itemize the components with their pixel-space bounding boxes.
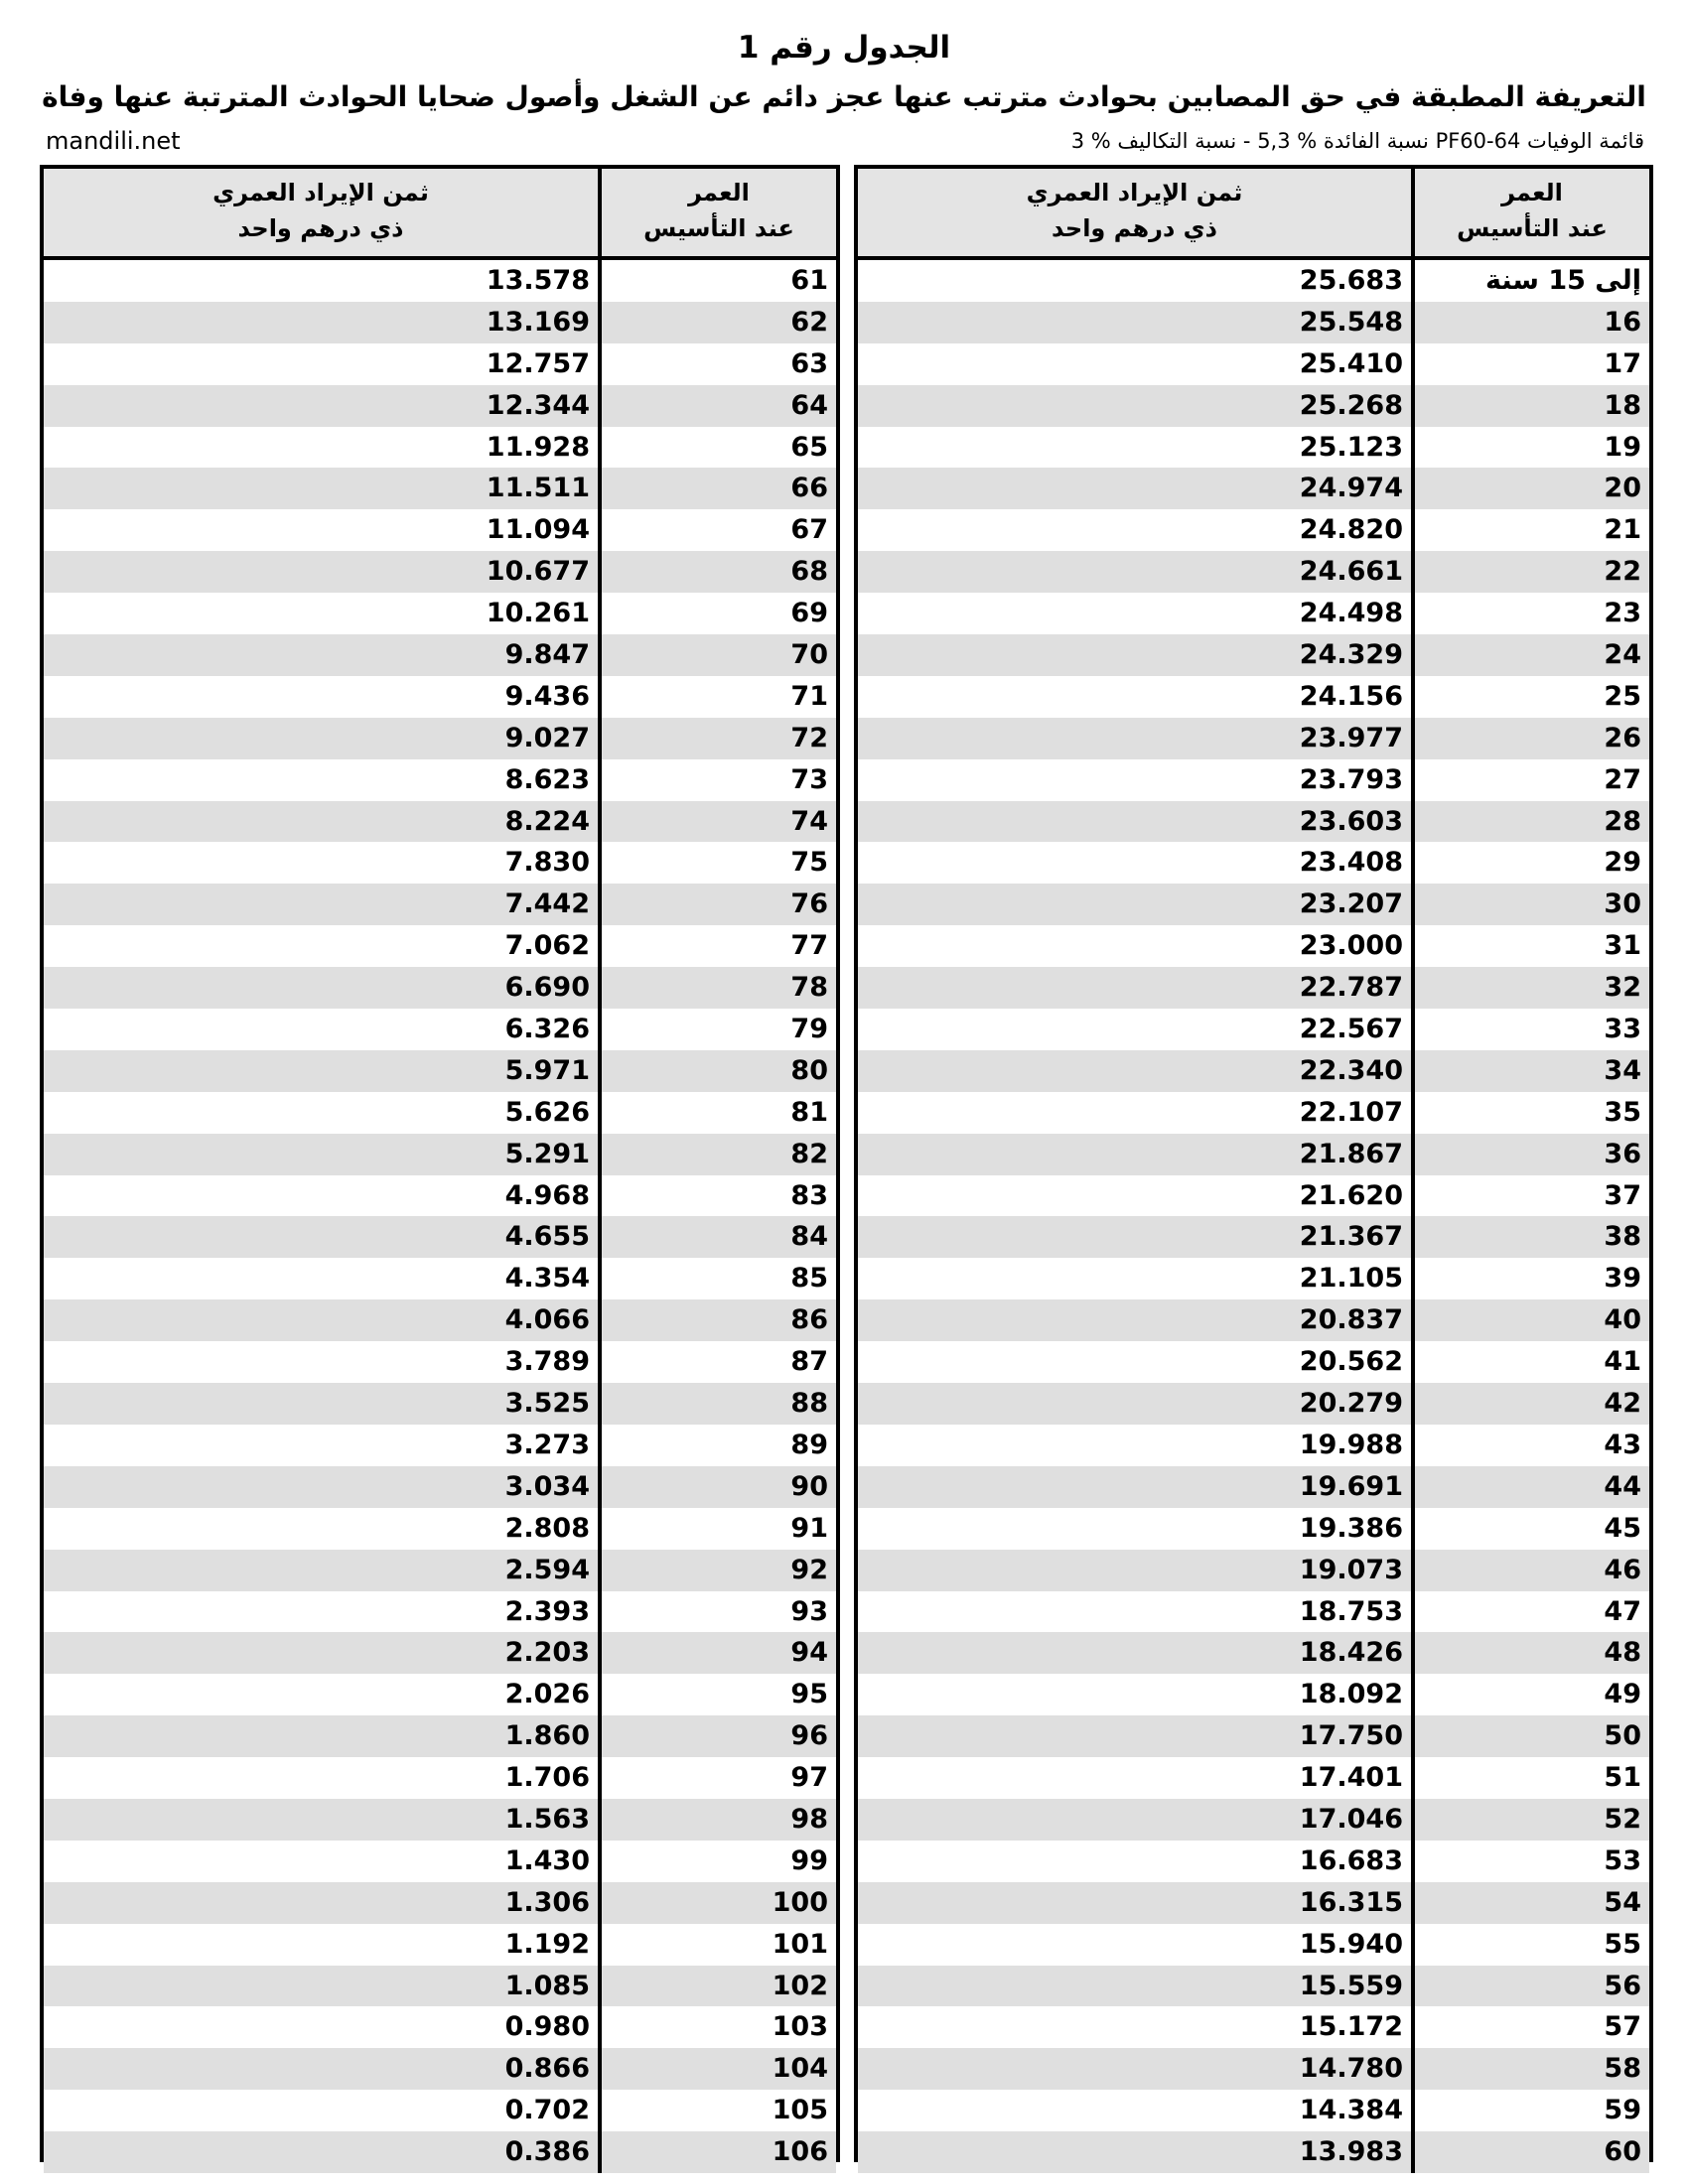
value-cell: 3.034 <box>504 1470 590 1502</box>
value-cell: 8.623 <box>504 763 590 795</box>
age-cell: 38 <box>1411 1216 1649 1258</box>
value-header-line2: ذي درهم واحد <box>237 214 404 242</box>
age-cell: 82 <box>598 1134 836 1175</box>
value-cell: 4.354 <box>504 1263 590 1295</box>
age-cell: 70 <box>598 634 836 676</box>
value-header-line1: ثمن الإيراد العمري <box>1026 179 1243 206</box>
table-header <box>44 169 836 260</box>
table-row <box>858 2048 1649 2090</box>
table-row <box>858 676 1649 718</box>
age-cell: 69 <box>598 593 836 634</box>
value-cell: 25.268 <box>1299 389 1403 421</box>
table-row <box>858 842 1649 884</box>
value-cell: 6.690 <box>504 972 590 1004</box>
age-cell: 103 <box>598 2006 836 2048</box>
age-cell: 30 <box>1411 884 1649 925</box>
table-row <box>858 1216 1649 1258</box>
value-cell: 25.123 <box>1299 431 1403 463</box>
value-cell: 21.620 <box>1299 1179 1403 1211</box>
value-cell: 22.340 <box>1299 1054 1403 1086</box>
age-cell: 96 <box>598 1715 836 1757</box>
value-cell: 20.562 <box>1299 1346 1403 1378</box>
value-cell: 16.683 <box>1299 1844 1403 1876</box>
table-row <box>44 427 836 469</box>
age-cell: 81 <box>598 1092 836 1134</box>
value-cell: 22.567 <box>1299 1014 1403 1045</box>
age-cell: 90 <box>598 1466 836 1508</box>
value-cell: 2.393 <box>504 1595 590 1627</box>
table-row <box>44 385 836 427</box>
table-row <box>858 1425 1649 1466</box>
value-cell: 6.326 <box>504 1014 590 1045</box>
value-cell: 24.498 <box>1299 598 1403 629</box>
table-row <box>858 1882 1649 1924</box>
value-cell: 1.706 <box>504 1762 590 1794</box>
table-row <box>858 925 1649 967</box>
table-row <box>44 2006 836 2048</box>
age-cell: 58 <box>1411 2048 1649 2090</box>
value-cell: 23.207 <box>1299 888 1403 920</box>
value-cell: 24.329 <box>1299 639 1403 671</box>
table-row <box>44 2048 836 2090</box>
table-row <box>858 884 1649 925</box>
age-cell: 93 <box>598 1591 836 1633</box>
table-row <box>858 634 1649 676</box>
table-row <box>858 1591 1649 1633</box>
age-cell: 21 <box>1411 509 1649 551</box>
value-cell: 0.386 <box>504 2136 590 2168</box>
table-row <box>858 1341 1649 1383</box>
value-cell: 4.066 <box>504 1304 590 1336</box>
age-cell: 62 <box>598 302 836 343</box>
value-cell: 20.837 <box>1299 1304 1403 1336</box>
age-column-header <box>1411 169 1649 256</box>
age-cell: 88 <box>598 1383 836 1425</box>
age-cell: 85 <box>598 1258 836 1299</box>
value-cell: 4.968 <box>504 1179 590 1211</box>
age-cell: 104 <box>598 2048 836 2090</box>
value-cell: 11.928 <box>486 431 590 463</box>
age-cell: 84 <box>598 1216 836 1258</box>
age-cell: 33 <box>1411 1009 1649 1050</box>
table-row <box>44 1092 836 1134</box>
value-cell: 17.046 <box>1299 1803 1403 1835</box>
age-header-line1: العمر <box>1501 179 1563 206</box>
value-header-line2: ذي درهم واحد <box>1052 214 1217 242</box>
table-row <box>44 302 836 343</box>
table-row <box>858 260 1649 302</box>
table-row <box>858 468 1649 509</box>
value-cell: 19.988 <box>1299 1429 1403 1460</box>
table-row <box>44 1966 836 2007</box>
age-cell: 45 <box>1411 1508 1649 1550</box>
value-cell: 10.261 <box>486 598 590 629</box>
table-row <box>858 1383 1649 1425</box>
value-cell: 2.808 <box>504 1512 590 1544</box>
age-cell: 68 <box>598 551 836 593</box>
value-cell: 15.940 <box>1299 1928 1403 1960</box>
age-cell: 74 <box>598 801 836 843</box>
table-row <box>858 1799 1649 1841</box>
age-cell: 31 <box>1411 925 1649 967</box>
table-row <box>44 551 836 593</box>
age-header-line1: العمر <box>688 179 750 206</box>
table-row <box>44 1757 836 1799</box>
table-row <box>44 1799 836 1841</box>
table-row <box>44 1299 836 1341</box>
value-column-header <box>858 169 1411 256</box>
table-row <box>44 1134 836 1175</box>
value-cell: 0.702 <box>504 2095 590 2126</box>
value-cell: 21.867 <box>1299 1138 1403 1169</box>
age-cell: إلى 15 سنة <box>1411 260 1649 302</box>
table-row <box>44 1674 836 1715</box>
table-left-panel <box>40 165 840 2168</box>
value-cell: 15.559 <box>1299 1970 1403 2001</box>
value-cell: 5.971 <box>504 1054 590 1086</box>
table-row <box>858 1550 1649 1591</box>
table-row <box>44 509 836 551</box>
age-cell: 55 <box>1411 1924 1649 1966</box>
age-cell: 46 <box>1411 1550 1649 1591</box>
value-cell: 4.655 <box>504 1221 590 1253</box>
value-cell: 24.661 <box>1299 556 1403 588</box>
table-row <box>858 1134 1649 1175</box>
table-row <box>44 1425 836 1466</box>
age-cell: 24 <box>1411 634 1649 676</box>
value-cell: 13.983 <box>1299 2136 1403 2168</box>
value-cell: 9.027 <box>504 722 590 753</box>
table-row <box>858 427 1649 469</box>
value-cell: 22.787 <box>1299 972 1403 1004</box>
table-row <box>44 1841 836 1882</box>
value-cell: 25.548 <box>1299 306 1403 338</box>
age-cell: 86 <box>598 1299 836 1341</box>
value-cell: 2.026 <box>504 1679 590 1710</box>
document-title: الجدول رقم 1 <box>737 30 951 66</box>
table-row <box>44 1341 836 1383</box>
value-cell: 13.578 <box>486 265 590 296</box>
value-cell: 7.442 <box>504 888 590 920</box>
age-cell: 56 <box>1411 1966 1649 2007</box>
table-row <box>858 1966 1649 2007</box>
value-cell: 17.750 <box>1299 1720 1403 1752</box>
table-right-panel <box>854 165 1653 2168</box>
table-row <box>858 1632 1649 1674</box>
age-cell: 27 <box>1411 759 1649 801</box>
age-cell: 29 <box>1411 842 1649 884</box>
value-cell: 24.156 <box>1299 680 1403 712</box>
table-row <box>44 718 836 759</box>
age-cell: 57 <box>1411 2006 1649 2048</box>
age-cell: 92 <box>598 1550 836 1591</box>
age-cell: 54 <box>1411 1882 1649 1924</box>
age-cell: 42 <box>1411 1383 1649 1425</box>
age-cell: 67 <box>598 509 836 551</box>
value-cell: 22.107 <box>1299 1096 1403 1128</box>
table-row <box>858 2131 1649 2173</box>
age-cell: 83 <box>598 1175 836 1217</box>
value-cell: 23.793 <box>1299 763 1403 795</box>
table-row <box>858 385 1649 427</box>
age-cell: 47 <box>1411 1591 1649 1633</box>
table-row <box>44 842 836 884</box>
value-cell: 16.315 <box>1299 1886 1403 1918</box>
value-cell: 18.426 <box>1299 1637 1403 1669</box>
table-row <box>858 509 1649 551</box>
table-row <box>858 1466 1649 1508</box>
age-cell: 106 <box>598 2131 836 2173</box>
table-row <box>858 343 1649 385</box>
table-row <box>44 967 836 1009</box>
table-row <box>44 1550 836 1591</box>
value-cell: 3.525 <box>504 1388 590 1420</box>
age-cell: 48 <box>1411 1632 1649 1674</box>
age-cell: 72 <box>598 718 836 759</box>
value-cell: 1.563 <box>504 1803 590 1835</box>
value-cell: 24.974 <box>1299 473 1403 504</box>
table-row <box>44 1508 836 1550</box>
table-row <box>44 1175 836 1217</box>
table-header <box>858 169 1649 260</box>
age-column-header <box>598 169 836 256</box>
table-row <box>858 1299 1649 1341</box>
age-cell: 34 <box>1411 1050 1649 1092</box>
age-cell: 41 <box>1411 1341 1649 1383</box>
value-cell: 18.753 <box>1299 1595 1403 1627</box>
value-cell: 14.384 <box>1299 2095 1403 2126</box>
age-cell: 64 <box>598 385 836 427</box>
age-cell: 91 <box>598 1508 836 1550</box>
value-cell: 2.203 <box>504 1637 590 1669</box>
age-cell: 99 <box>598 1841 836 1882</box>
age-cell: 102 <box>598 1966 836 2007</box>
table-row <box>44 676 836 718</box>
age-cell: 66 <box>598 468 836 509</box>
table-row <box>44 1466 836 1508</box>
table-row <box>44 759 836 801</box>
age-cell: 97 <box>598 1757 836 1799</box>
table-row <box>858 801 1649 843</box>
value-cell: 3.789 <box>504 1346 590 1378</box>
table-row <box>858 1841 1649 1882</box>
value-cell: 11.094 <box>486 514 590 546</box>
value-cell: 17.401 <box>1299 1762 1403 1794</box>
table-row <box>858 967 1649 1009</box>
table-row <box>858 1175 1649 1217</box>
age-cell: 20 <box>1411 468 1649 509</box>
table-row <box>858 551 1649 593</box>
table-row <box>44 2090 836 2131</box>
age-cell: 98 <box>598 1799 836 1841</box>
value-cell: 23.977 <box>1299 722 1403 753</box>
table-row <box>44 884 836 925</box>
value-cell: 14.780 <box>1299 2053 1403 2085</box>
value-cell: 1.430 <box>504 1844 590 1876</box>
table-row <box>44 1216 836 1258</box>
document-subtitle: التعريفة المطبقة في حق المصابين بحوادث مترتب عنها عجز دائم عن الشغل وأصول ضحايا الحوادث المترتبة عنها وفاة <box>42 80 1646 113</box>
value-cell: 0.980 <box>504 2011 590 2043</box>
table-row <box>44 468 836 509</box>
table-row <box>44 1715 836 1757</box>
age-cell: 60 <box>1411 2131 1649 2173</box>
value-cell: 12.757 <box>486 347 590 379</box>
table-row <box>44 260 836 302</box>
value-cell: 21.105 <box>1299 1263 1403 1295</box>
age-cell: 37 <box>1411 1175 1649 1217</box>
table-row <box>858 759 1649 801</box>
value-cell: 23.408 <box>1299 847 1403 879</box>
age-cell: 16 <box>1411 302 1649 343</box>
table-row <box>44 634 836 676</box>
age-cell: 51 <box>1411 1757 1649 1799</box>
age-cell: 78 <box>598 967 836 1009</box>
age-cell: 28 <box>1411 801 1649 843</box>
age-cell: 39 <box>1411 1258 1649 1299</box>
table-row <box>44 1383 836 1425</box>
value-cell: 8.224 <box>504 805 590 837</box>
table-row <box>858 2006 1649 2048</box>
value-cell: 7.830 <box>504 847 590 879</box>
age-cell: 32 <box>1411 967 1649 1009</box>
table-row <box>858 718 1649 759</box>
age-cell: 94 <box>598 1632 836 1674</box>
age-cell: 52 <box>1411 1799 1649 1841</box>
age-cell: 75 <box>598 842 836 884</box>
age-cell: 40 <box>1411 1299 1649 1341</box>
age-cell: 26 <box>1411 718 1649 759</box>
age-header-line2: عند التأسيس <box>643 214 794 242</box>
table-row <box>44 1009 836 1050</box>
age-cell: 53 <box>1411 1841 1649 1882</box>
table-row <box>44 593 836 634</box>
value-cell: 25.410 <box>1299 347 1403 379</box>
value-cell: 5.626 <box>504 1096 590 1128</box>
age-cell: 89 <box>598 1425 836 1466</box>
age-cell: 76 <box>598 884 836 925</box>
age-cell: 22 <box>1411 551 1649 593</box>
table-row <box>44 1591 836 1633</box>
age-cell: 61 <box>598 260 836 302</box>
table-row <box>858 1508 1649 1550</box>
value-cell: 2.594 <box>504 1554 590 1585</box>
value-cell: 19.073 <box>1299 1554 1403 1585</box>
age-cell: 59 <box>1411 2090 1649 2131</box>
table-row <box>44 925 836 967</box>
age-cell: 100 <box>598 1882 836 1924</box>
value-cell: 7.062 <box>504 930 590 962</box>
value-cell: 19.691 <box>1299 1470 1403 1502</box>
value-cell: 21.367 <box>1299 1221 1403 1253</box>
value-cell: 11.511 <box>486 473 590 504</box>
value-column-header <box>44 169 598 256</box>
table-row <box>858 302 1649 343</box>
table-row <box>858 1757 1649 1799</box>
table-row <box>858 1009 1649 1050</box>
table-row <box>858 1674 1649 1715</box>
age-cell: 63 <box>598 343 836 385</box>
value-cell: 10.677 <box>486 556 590 588</box>
table-body <box>858 260 1649 2173</box>
value-cell: 1.860 <box>504 1720 590 1752</box>
age-cell: 25 <box>1411 676 1649 718</box>
age-cell: 35 <box>1411 1092 1649 1134</box>
age-cell: 80 <box>598 1050 836 1092</box>
age-cell: 43 <box>1411 1425 1649 1466</box>
table-row <box>858 1715 1649 1757</box>
age-cell: 101 <box>598 1924 836 1966</box>
age-cell: 71 <box>598 676 836 718</box>
value-cell: 19.386 <box>1299 1512 1403 1544</box>
table-row <box>44 1258 836 1299</box>
value-cell: 23.603 <box>1299 805 1403 837</box>
value-cell: 1.192 <box>504 1928 590 1960</box>
value-cell: 13.169 <box>486 306 590 338</box>
age-cell: 44 <box>1411 1466 1649 1508</box>
table-row <box>858 1258 1649 1299</box>
value-header-line1: ثمن الإيراد العمري <box>212 179 429 206</box>
age-cell: 65 <box>598 427 836 469</box>
value-cell: 18.092 <box>1299 1679 1403 1710</box>
value-cell: 12.344 <box>486 389 590 421</box>
value-cell: 3.273 <box>504 1429 590 1460</box>
age-cell: 73 <box>598 759 836 801</box>
age-cell: 105 <box>598 2090 836 2131</box>
value-cell: 9.847 <box>504 639 590 671</box>
age-cell: 50 <box>1411 1715 1649 1757</box>
value-cell: 23.000 <box>1299 930 1403 962</box>
table-row <box>858 1924 1649 1966</box>
age-cell: 87 <box>598 1341 836 1383</box>
age-cell: 19 <box>1411 427 1649 469</box>
age-cell: 49 <box>1411 1674 1649 1715</box>
value-cell: 1.306 <box>504 1886 590 1918</box>
source-website: mandili.net <box>46 127 181 155</box>
table-row <box>44 801 836 843</box>
age-cell: 17 <box>1411 343 1649 385</box>
age-cell: 18 <box>1411 385 1649 427</box>
table-row <box>44 1882 836 1924</box>
table-row <box>858 1092 1649 1134</box>
table-row <box>44 1924 836 1966</box>
table-body <box>44 260 836 2173</box>
age-cell: 79 <box>598 1009 836 1050</box>
table-row <box>858 1050 1649 1092</box>
age-cell: 36 <box>1411 1134 1649 1175</box>
table-row <box>858 593 1649 634</box>
value-cell: 20.279 <box>1299 1388 1403 1420</box>
value-cell: 0.866 <box>504 2053 590 2085</box>
value-cell: 24.820 <box>1299 514 1403 546</box>
age-cell: 95 <box>598 1674 836 1715</box>
table-parameters: قائمة الوفيات PF60-64 نسبة الفائدة % 5,3 - نسبة التكاليف % 3 <box>1070 129 1644 153</box>
value-cell: 1.085 <box>504 1970 590 2001</box>
table-row <box>44 1050 836 1092</box>
value-cell: 9.436 <box>504 680 590 712</box>
table-row <box>44 343 836 385</box>
table-row <box>858 2090 1649 2131</box>
table-row <box>44 1632 836 1674</box>
value-cell: 5.291 <box>504 1138 590 1169</box>
value-cell: 15.172 <box>1299 2011 1403 2043</box>
value-cell: 25.683 <box>1299 265 1403 296</box>
age-header-line2: عند التأسيس <box>1457 214 1608 242</box>
age-cell: 77 <box>598 925 836 967</box>
age-cell: 23 <box>1411 593 1649 634</box>
table-row <box>44 2131 836 2173</box>
